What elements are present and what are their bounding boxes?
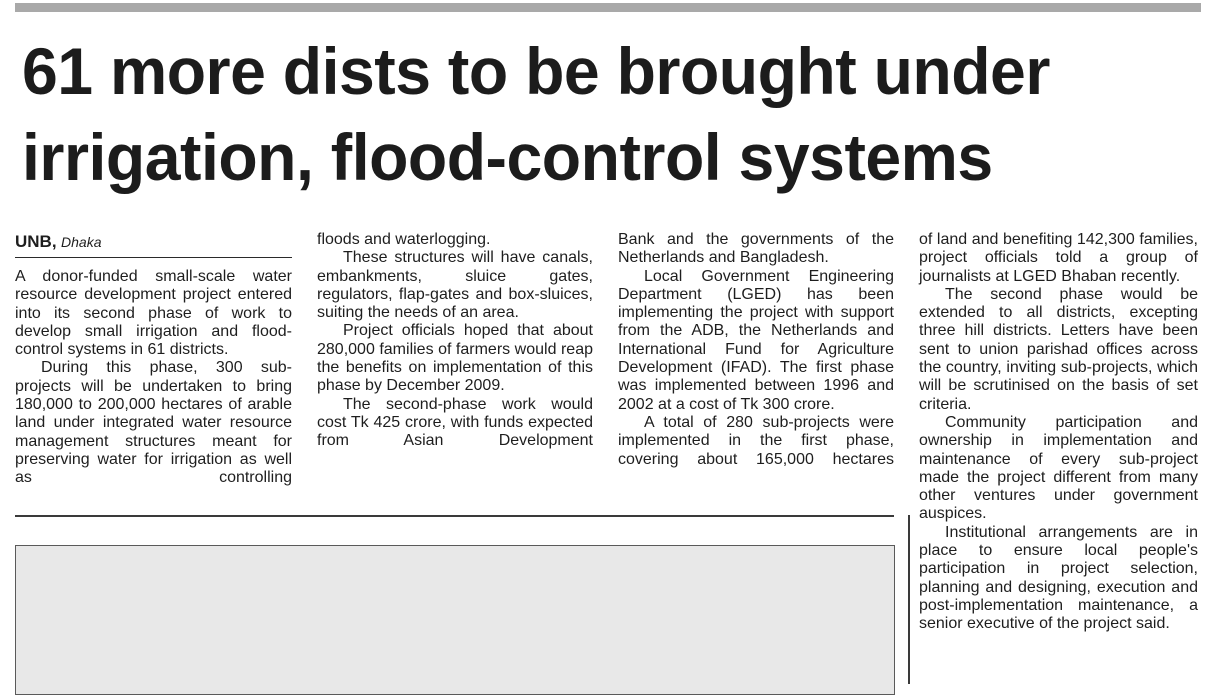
vertical-divider-rule <box>908 515 910 684</box>
byline-source: UNB, <box>15 232 57 251</box>
headline-line-1: 61 more dists to be brought under <box>22 34 1050 108</box>
paragraph: Institutional arrangements are in place to ensure local people's participation in project selection, planning and designing, execution and post-implementation maintenance, a senior executive of the project said. <box>919 523 1198 633</box>
paragraph: During this phase, 300 sub-projects will be undertaken to bring 180,000 to 200,000 hectares of arable land under integrated water resource management structures meant for preserving water for irrigation as well as controlling <box>15 359 292 487</box>
paragraph: Community participation and ownership in implementation and maintenance of every sub-project made the project different from many other ventures under government auspices. <box>919 413 1198 523</box>
paragraph: A donor-funded small-scale water resource development project entered into its second phase of work to develop small irrigation and flood-control systems in 61 districts. <box>15 268 292 359</box>
paragraph: The second phase would be extended to all districts, excepting three hill districts. Letters have been sent to union parishad offices across the country, inviting sub-projects, which will be scrutinised on the basis of set criteria. <box>919 285 1198 413</box>
byline-place: Dhaka <box>61 234 102 250</box>
column-divider-rule <box>15 515 894 517</box>
article-column-4 <box>919 231 1198 634</box>
article-column-2 <box>317 231 593 451</box>
article-column-1 <box>15 232 292 488</box>
byline <box>15 232 292 258</box>
headline <box>22 28 1177 200</box>
headline-line-2: irrigation, flood-control systems <box>22 120 993 194</box>
paragraph: floods and waterlogging. <box>317 231 491 248</box>
paragraph: Local Government Engineering Department (LGED) has been implementing the project with support from the ADB, the Netherlands and International Fund for Agriculture Development (IFAD). The first phase was implemented between 1996 and 2002 at a cost of Tk 300 crore. <box>618 267 894 413</box>
photo-placeholder <box>15 545 895 695</box>
top-rule <box>15 3 1201 12</box>
article-column-3 <box>618 231 894 469</box>
paragraph: The second-phase work would cost Tk 425 crore, with funds expected from Asian Development <box>317 395 593 450</box>
paragraph: of land and benefiting 142,300 families, project officials told a group of journalists at LGED Bhaban recently. <box>919 231 1198 285</box>
paragraph: A total of 280 sub-projects were implemented in the first phase, covering about 165,000 hectares <box>618 413 894 468</box>
paragraph: Bank and the governments of the Netherlands and Bangladesh. <box>618 231 894 267</box>
paragraph: Project officials hoped that about 280,000 families of farmers would reap the benefits on implementation of this phase by December 2009. <box>317 322 593 395</box>
paragraph: These structures will have canals, embankments, sluice gates, regulators, flap-gates and box-sluices, suiting the needs of an area. <box>317 249 593 322</box>
